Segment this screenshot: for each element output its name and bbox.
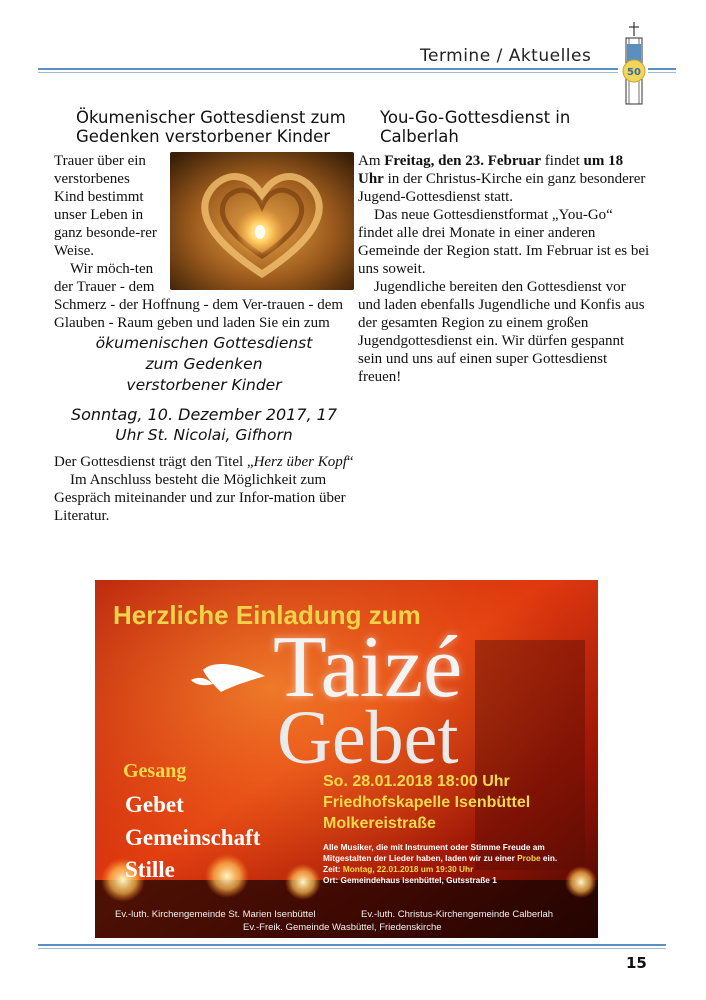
date-paragraph: Am Freitag, den 23. Februar findet um 18 Uhr in der Christus-Kirche ein ganz besonderer Jugend-Gottesdienst statt. [358, 153, 646, 205]
service-date-line1: Sonntag, 10. Dezember 2017, 17 [70, 405, 338, 424]
taize-poster [95, 580, 598, 938]
service-name-line3: verstorbener Kinder [126, 376, 282, 394]
article-heading: You-Go-Gottesdienst in Calberlah [380, 108, 571, 146]
poster-note-line1: Alle Musiker, die mit Instrument oder Stimme Freude am [323, 842, 545, 852]
poster-footer-christus: Ev.-luth. Christus-Kirchengemeinde Calberlah [361, 909, 554, 920]
poster-word-gebet: Gebet [125, 792, 184, 817]
poster-note-line3: Zeit: Montag, 22.01.2018 um 19:30 Uhr [323, 864, 474, 874]
article-memorial-service [54, 108, 354, 525]
candle-heart-photo [170, 152, 354, 290]
poster-word-gesang: Gesang [123, 760, 187, 782]
poster-note-line2: Mitgestalten der Lieder haben, laden wir zu einer Probe ein. [323, 853, 558, 863]
followup-paragraph: Im Anschluss besteht die Möglichkeit zum Gespräch miteinander und zur Infor-mation über Literatur. [54, 472, 346, 524]
article-you-go [358, 108, 650, 386]
service-date-line2: Uhr St. Nicolai, Gifhorn [115, 426, 293, 444]
service-title: Herz über Kopf [253, 454, 347, 470]
poster-title-taize: Taizé [273, 619, 463, 716]
service-name-line2: zum Gedenken [145, 355, 263, 373]
poster-title-gebet: Gebet [277, 696, 459, 780]
page-number: 15 [626, 954, 647, 972]
poster-word-stille: Stille [125, 857, 175, 882]
header-rule [38, 68, 618, 74]
poster-place: Friedhofskapelle Isenbüttel [323, 794, 531, 811]
poster-footer-wasbuettel: Ev.-Freik. Gemeinde Wasbüttel, Friedenskirche [243, 922, 442, 933]
footer-rule [38, 944, 666, 950]
title-paragraph: Der Gottesdienst trägt den Titel „Herz über Kopf“ [54, 454, 354, 470]
church-tower-logo [618, 22, 650, 108]
poster-note-line4: Ort: Gemeindehaus Isenbüttel, Gutsstraße 1 [323, 875, 497, 885]
service-name-line1: ökumenischen Gottesdienst [95, 334, 313, 352]
poster-date: So. 28.01.2018 18:00 Uhr [323, 773, 510, 790]
logo-badge: 50 [627, 67, 641, 78]
invitation-paragraph: Wir möch-ten der Trauer - dem Schmerz - der Hoffnung - dem Ver-trauen - dem Glauben - Raum geben und laden Sie ein zum [54, 261, 344, 331]
poster-footer-marien: Ev.-luth. Kirchengemeinde St. Marien Isenbüttel [115, 909, 316, 920]
section-title: Termine / Aktuelles [420, 46, 592, 66]
poster-headline: Herzliche Einladung zum [113, 600, 421, 630]
header-rule-right [648, 68, 676, 74]
youth-paragraph: Jugendliche bereiten den Gottesdienst vor und laden ebenfalls Jugendliche und Konfis aus der gesamten Region zu einem großen Jugendgottesdienst ein. Wir dürfen gespannt sein und uns auf einen super Gottesdienst freuen! [358, 279, 645, 385]
intro-paragraph: Trauer über ein verstorbenes Kind bestimmt unser Leben in ganz besonde-rer Weise. [54, 153, 157, 259]
poster-word-gemeinschaft: Gemeinschaft [125, 825, 261, 850]
format-paragraph: Das neue Gottesdienstformat „You-Go“ findet alle drei Monate in einer anderen Gemeinde der Region statt. Im Februar ist es bei uns soweit. [358, 207, 650, 277]
poster-street: Molkereistraße [323, 815, 436, 832]
article-heading: Ökumenischer Gottesdienst zum Gedenken verstorbener Kinder [76, 108, 346, 146]
